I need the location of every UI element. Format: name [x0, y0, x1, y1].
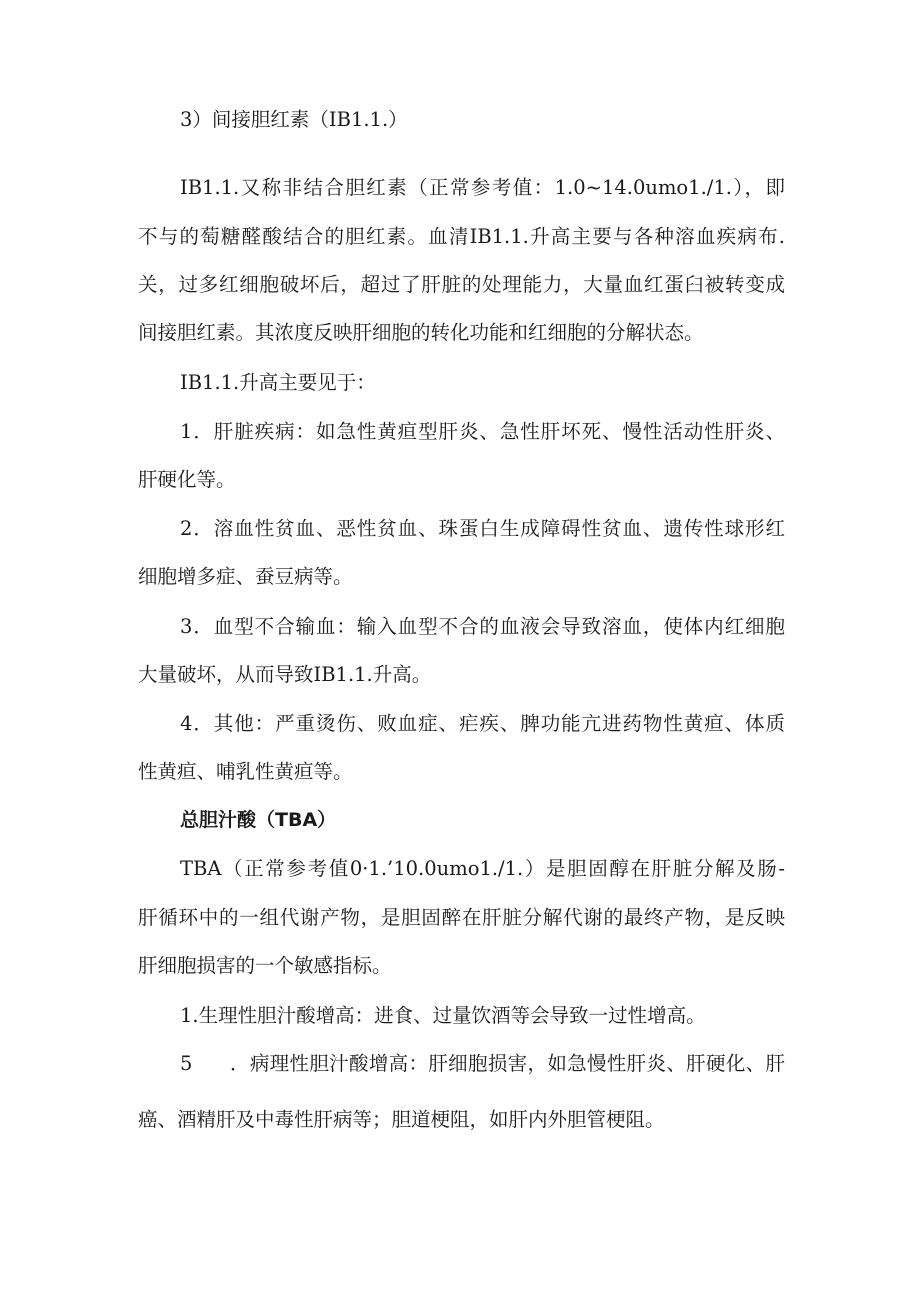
list-intro: IB1.1.升高主要见于： — [180, 371, 376, 394]
list-item: ．病理性胆汁酸增高：肝细胞损害，如急慢性肝炎、肝硬化、肝 — [230, 1052, 785, 1075]
paragraph-line: 不与的萄糖醛酸结合的胆红素。血清IB1.1.升高主要与各种溶血疾病布. — [138, 225, 785, 248]
list-item-continuation: 性黄疸、哺乳性黄疸等。 — [138, 760, 353, 783]
paragraph-line: 关，过多红细胞破坏后，超过了肝脏的处理能力，大量血红蛋臼被转变成 — [138, 273, 785, 296]
paragraph-line: 肝循环中的一组代谢产物，是胆固醉在肝脏分解代谢的最终产物，是反映 — [138, 906, 785, 929]
list-item-number: 5 — [180, 1052, 193, 1075]
list-item: 1．肝脏疾病：如急性黄疸型肝炎、急性肝坏死、慢性活动性肝炎、 — [180, 420, 785, 443]
list-item-continuation: 肝硬化等。 — [138, 468, 236, 491]
paragraph-line: 间接胆红素。其浓度反映肝细胞的转化功能和红细胞的分解状态。 — [138, 321, 704, 344]
list-item-continuation: 细胞增多症、蚕豆病等。 — [138, 565, 353, 588]
list-item: 2．溶血性贫血、恶性贫血、珠蛋白生成障碍性贫血、遗传性球形红 — [180, 517, 785, 540]
paragraph-line: IB1.1.又称非结合胆红素（正常参考值：1.0~14.0umo1./1.），即 — [180, 176, 785, 199]
paragraph-line: TBA（正常参考值0·1.’10.0umo1./1.）是胆固醇在肝脏分解及肠- — [180, 857, 785, 880]
section-heading-indirect-bilirubin: 3）间接胆红素（IB1.1.） — [180, 108, 408, 131]
list-item: 3．血型不合输血：输入血型不合的血液会导致溶血，使体内红细胞 — [180, 615, 785, 638]
list-item-continuation: 大量破坏，从而导致IB1.1.升高。 — [138, 663, 432, 686]
list-item-continuation: 癌、酒精肝及中毒性肝病等；胆道梗阻，如肝内外胆管梗阻。 — [138, 1108, 665, 1131]
list-item: 4．其他：严重烫伤、败血症、疟疾、脾功能亢进药物性黄疸、体质 — [180, 712, 785, 735]
section-heading-total-bile-acid: 总胆汁酸（TBA） — [180, 809, 337, 831]
paragraph-line: 肝细胞损害的一个敏感指标。 — [138, 954, 392, 977]
list-item: 1.生理性胆汁酸增高：进食、过量饮酒等会导致一过性增高。 — [180, 1004, 706, 1027]
